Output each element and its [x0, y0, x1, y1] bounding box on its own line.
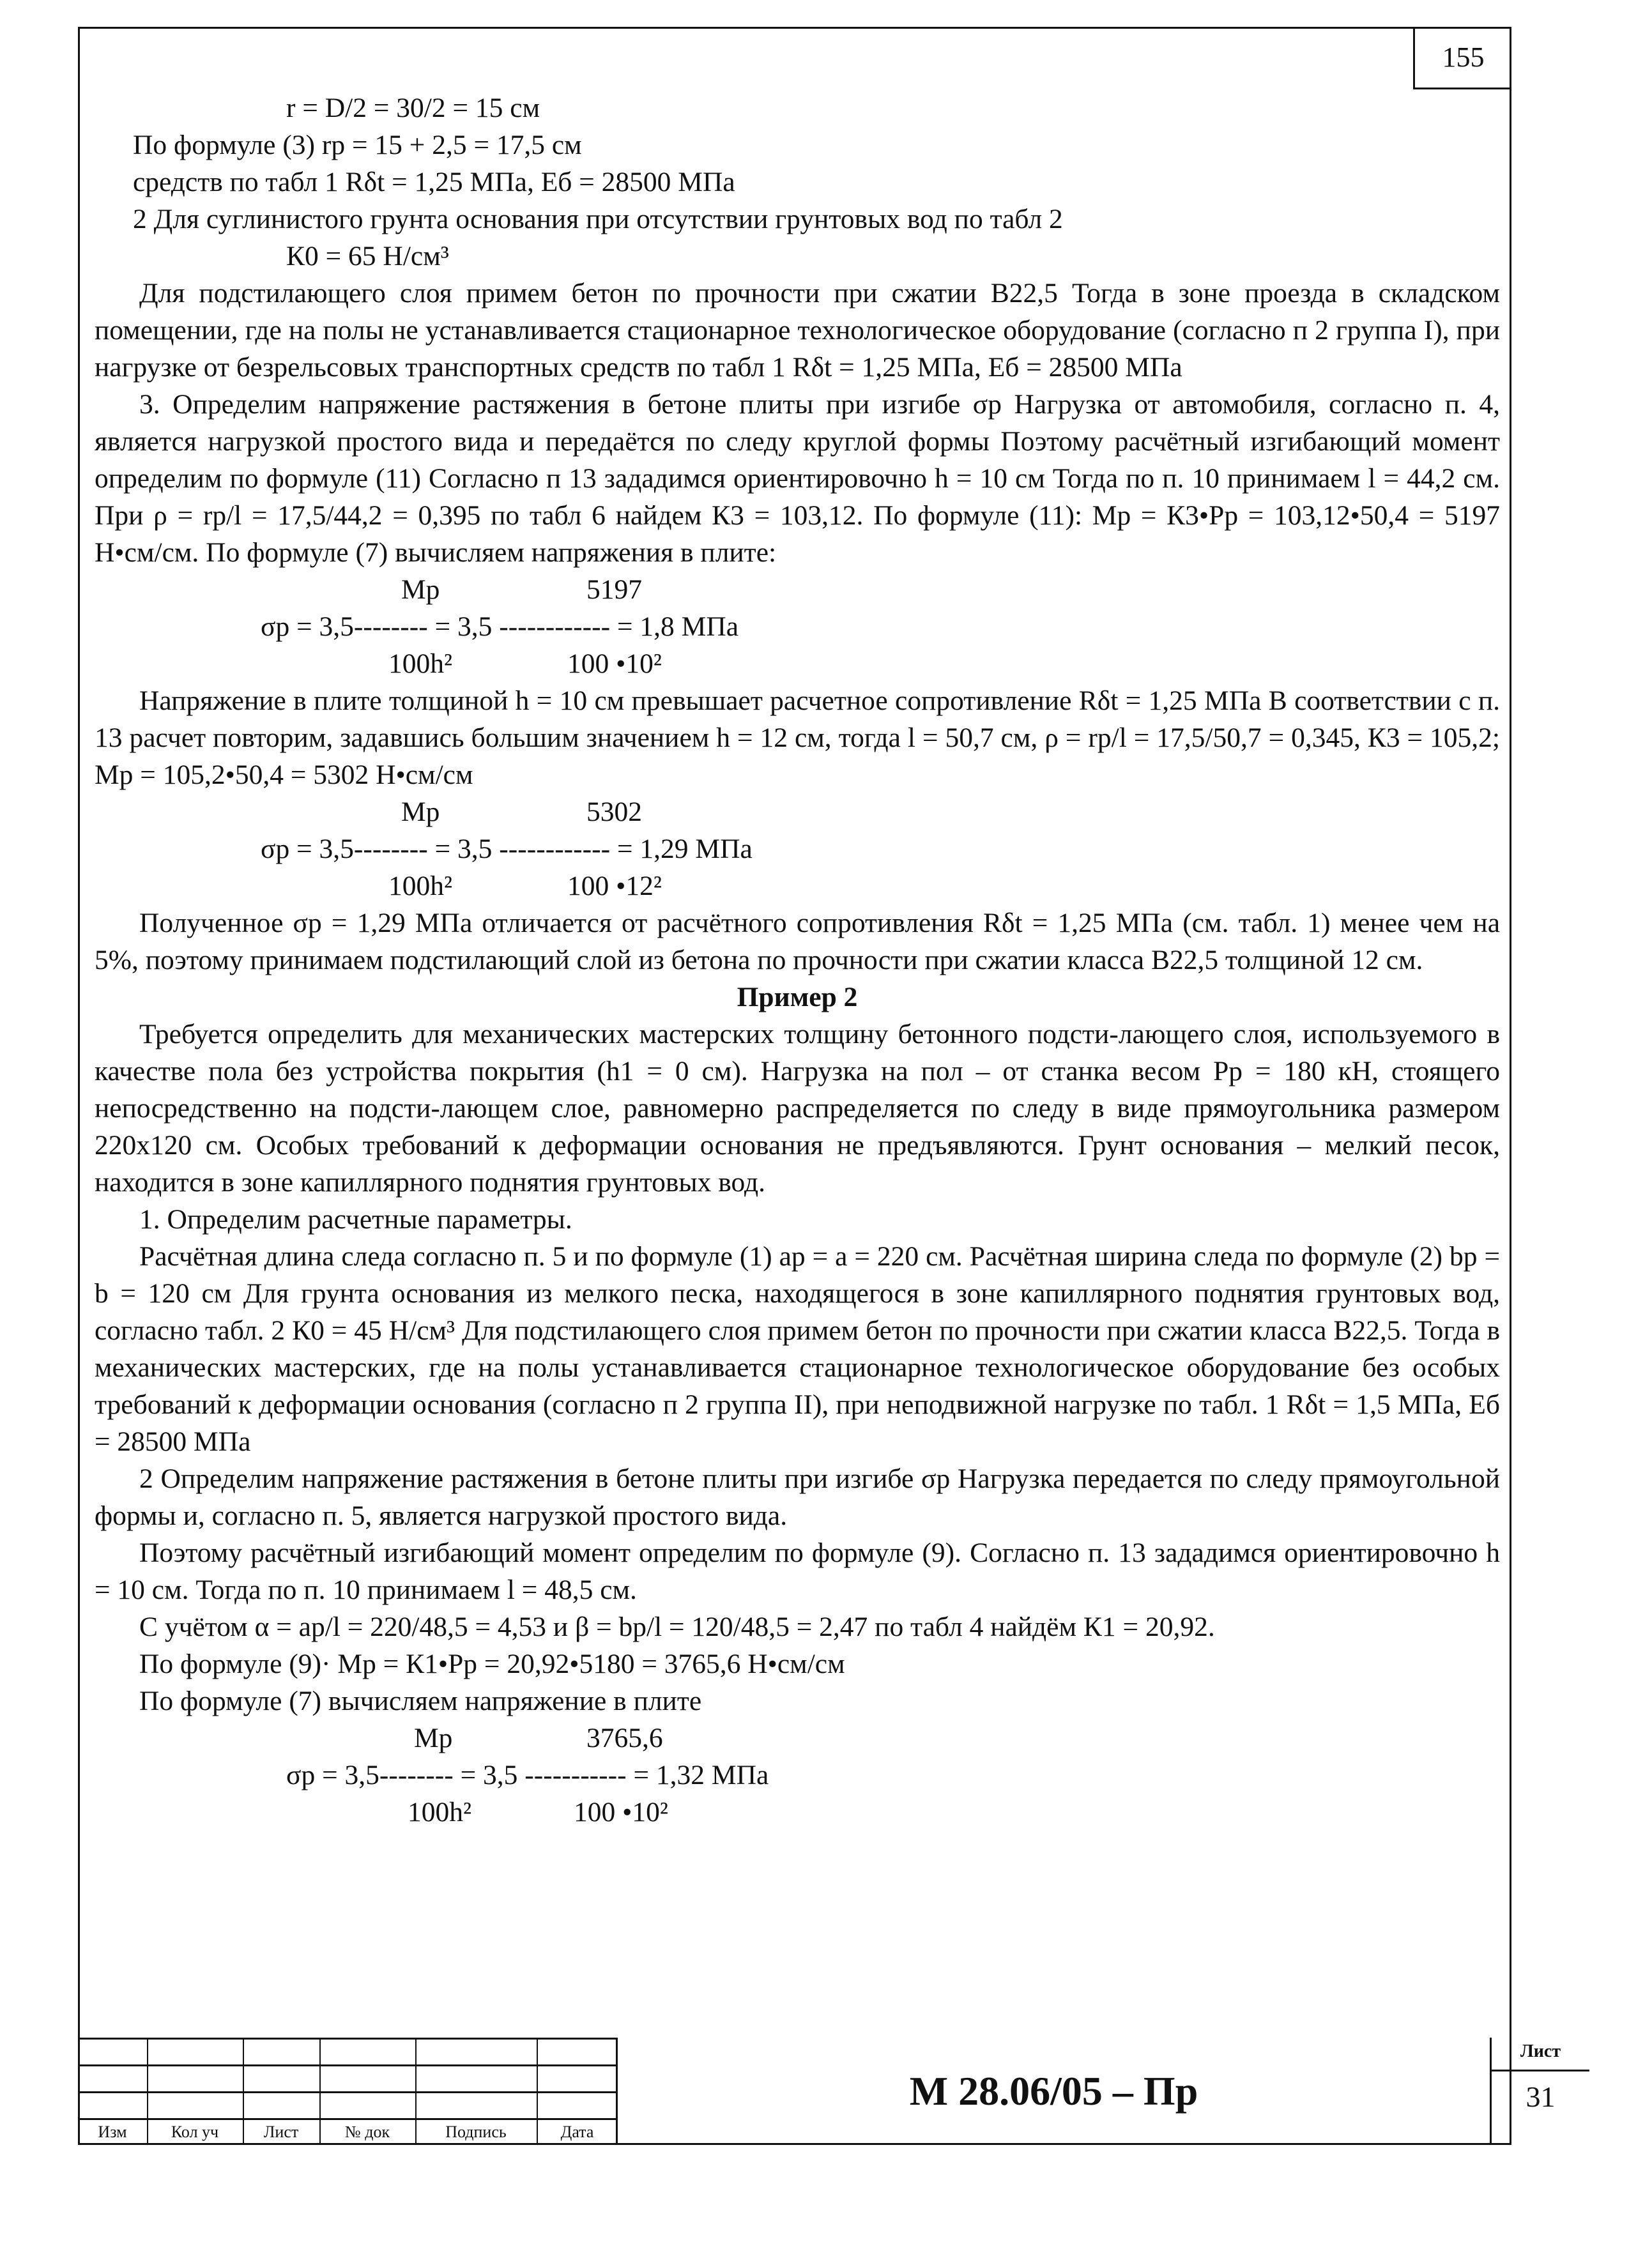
text-line: По формуле (3) rр = 15 + 2,5 = 17,5 см	[133, 130, 582, 160]
paragraph: Требуется определить для механических мастерских толщину бетонного подсти-лающего слоя, используемого в качестве пола без устройства покрытия (h1 = 0 см). Нагрузка на пол – от станка весом Рр = 180 кН, стоящего непосредственно на подсти-лающем слое, равномерно распределяется по следу в виде прямоугольника размером 220х120 см. Особых требований к деформации основания не предъявляются. Грунт основания – мелкий песок, находится в зоне капиллярного поднятия грунтовых вод.	[95, 1019, 1500, 1198]
page-number: 155	[1413, 27, 1511, 89]
formula-numerator-value: 3765,6	[586, 1723, 663, 1753]
column-label: Лист	[263, 2123, 299, 2141]
sheet-label: Лист	[1520, 2041, 1561, 2061]
formula-denominator-value: 100 •12²	[567, 871, 662, 901]
column-label: № док	[344, 2123, 390, 2141]
formula-2	[95, 793, 1500, 904]
revision-grid	[78, 2038, 618, 2145]
paragraph: Расчётная длина следа согласно п. 5 и по формуле (1) ар = а = 220 см. Расчётная ширина следа по формуле (2) bр = b = 120 см Для грунта основания из мелкого песка, находящегося в зоне капиллярного поднятия грунтовых вод, согласно табл. 2 К0 = 45 Н/см³ Для подстилающего слоя примем бетон по прочности при сжатии класса В22,5. Тогда в механических мастерских, где на полы устанавливается стационарное технологическое оборудование без особых требований к деформации основания (согласно п 2 группа II), при неподвижной нагрузке по табл. 1 Rδt = 1,5 МПа, Еб = 28500 МПа	[95, 1241, 1500, 1457]
text-line: r = D/2 = 30/2 = 15 см	[286, 93, 540, 123]
formula-numerator: Мр	[401, 574, 440, 605]
formula-denominator: 100h²	[408, 1797, 472, 1827]
text-line: 2 Для суглинистого грунта основания при отсутствии грунтовых вод по табл 2	[133, 204, 1063, 234]
formula-main: σр = 3,5-------- = 3,5 ------------ = 1,29 МПа	[261, 834, 753, 864]
column-label: Изм	[98, 2123, 127, 2141]
formula-numerator: Мр	[414, 1723, 453, 1753]
text-line: По формуле (7) вычисляем напряжение в плите	[139, 1686, 702, 1716]
text-line: По формуле (9)· Мр = К1•Рр = 20,92•5180 = 3765,6 Н•см/см	[139, 1649, 845, 1679]
formula-1	[95, 571, 1500, 682]
formula-numerator-value: 5302	[586, 797, 642, 827]
section-heading: Пример 2	[737, 982, 858, 1012]
column-label: Подпись	[445, 2123, 507, 2141]
formula-main: σр = 3,5-------- = 3,5 ------------ = 1,8 МПа	[261, 611, 739, 642]
paragraph: 1. Определим расчетные параметры.	[139, 1204, 572, 1235]
column-label: Дата	[560, 2123, 594, 2141]
formula-denominator-value: 100 •10²	[574, 1797, 668, 1827]
formula-main: σр = 3,5-------- = 3,5 ----------- = 1,32 МПа	[286, 1760, 769, 1790]
column-label: Кол уч	[171, 2123, 219, 2141]
document-body	[95, 89, 1500, 1831]
formula-denominator-value: 100 •10²	[567, 648, 662, 679]
paragraph: Полученное σр = 1,29 МПа отличается от расчётного сопротивления Rδt = 1,25 МПа (см. табл. 1) менее чем на 5%, поэтому принимаем подстилающий слой из бетона по прочности при сжатии класса В22,5 толщиной 12 см.	[95, 908, 1500, 975]
sheet-number: 31	[1526, 2080, 1556, 2113]
formula-3	[95, 1720, 1500, 1831]
sheet-cell	[1490, 2038, 1589, 2145]
paragraph: Для подстилающего слоя примем бетон по прочности при сжатии В22,5 Тогда в зоне проезда в складском помещении, где на полы не устанавливается стационарное технологическое оборудование (согласно п 2 группа I), при нагрузке от безрельсовых транспортных средств по табл 1 Rδt = 1,25 МПа, Еб = 28500 МПа	[95, 278, 1500, 383]
text-line: С учётом α = ар/l = 220/48,5 = 4,53 и β = bр/l = 120/48,5 = 2,47 по табл 4 найдём К1 = 20,92.	[139, 1612, 1215, 1642]
title-block	[78, 2038, 1561, 2145]
paragraph: Поэтому расчётный изгибающий момент определим по формуле (9). Согласно п. 13 зададимся ориентировочно h = 10 см. Тогда по п. 10 принимаем l = 48,5 см.	[95, 1537, 1500, 1605]
formula-numerator-value: 5197	[586, 574, 642, 605]
formula-denominator: 100h²	[388, 871, 453, 901]
document-code: М 28.06/05 – Пр	[909, 2068, 1198, 2114]
paragraph: 2 Определим напряжение растяжения в бетоне плиты при изгибе σр Нагрузка передается по следу прямоугольной формы и, согласно п. 5, является нагрузкой простого вида.	[95, 1463, 1500, 1531]
formula-numerator: Мр	[401, 797, 440, 827]
paragraph: Напряжение в плите толщиной h = 10 см превышает расчетное сопротивление Rδt = 1,25 МПа В соответствии с п. 13 расчет повторим, задавшись большим значением h = 12 см, тогда l = 50,7 см, ρ = rр/l = 17,5/50,7 = 0,345, К3 = 105,2; Мр = 105,2•50,4 = 5302 Н•см/см	[95, 685, 1500, 790]
text-line: К0 = 65 Н/см³	[286, 241, 449, 271]
text-line: средств по табл 1 Rδt = 1,25 МПа, Еб = 28500 МПа	[133, 167, 735, 197]
formula-denominator: 100h²	[388, 648, 453, 679]
paragraph: 3. Определим напряжение растяжения в бетоне плиты при изгибе σр Нагрузка от автомобиля, согласно п. 4, является нагрузкой простого вида и передаётся по следу круглой формы Поэтому расчётный изгибающий момент определим по формуле (11) Согласно п 13 зададимся ориентировочно h = 10 см Тогда по п. 10 принимаем l = 44,2 см. При ρ = rр/l = 17,5/44,2 = 0,395 по табл 6 найдем К3 = 103,12. По формуле (11): Мр = К3•Рр = 103,12•50,4 = 5197 Н•см/см. По формуле (7) вычисляем напряжения в плите:	[95, 389, 1500, 568]
